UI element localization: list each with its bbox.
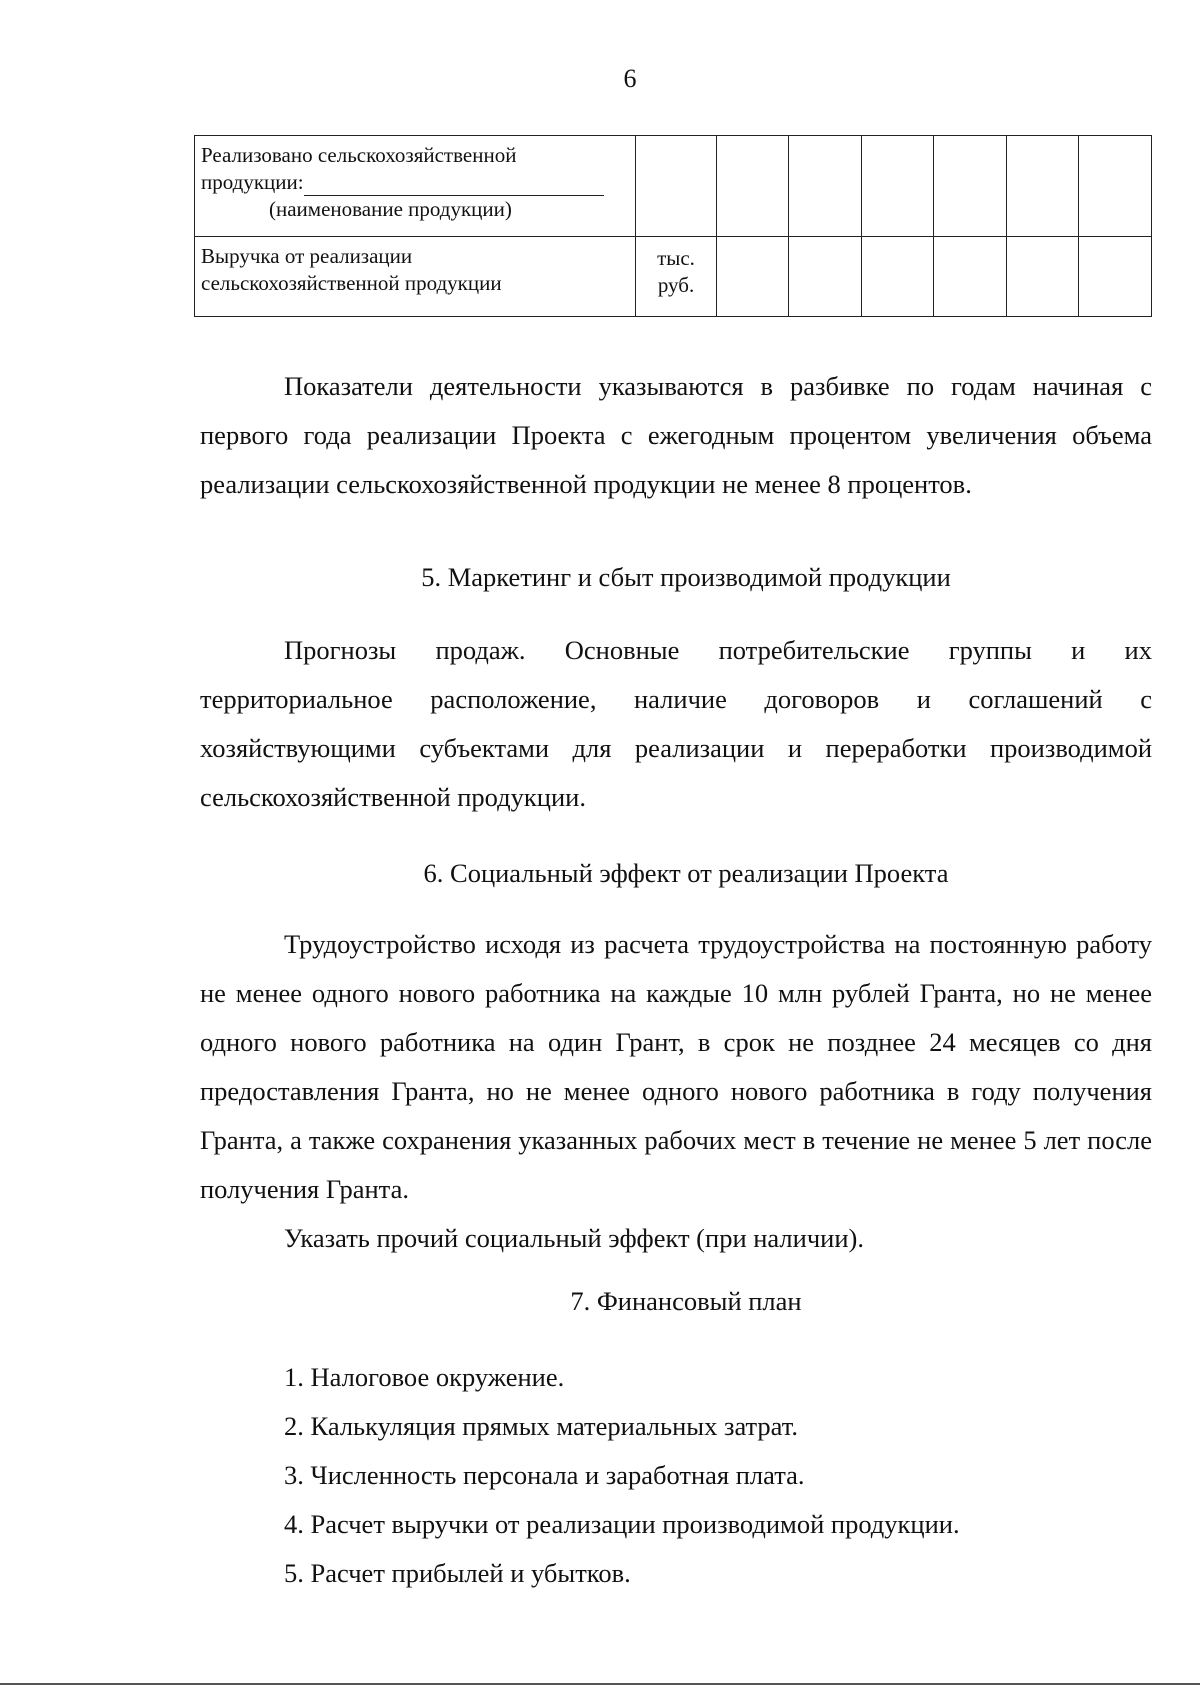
section-7-heading: 7. Финансовый план [570,1286,802,1316]
table-cell-unit [636,136,716,237]
paragraph-text: Трудоустройство исходя из расчета трудоустройства на постоянную работу не менее одного нового работника на каждые 10 млн рублей Гранта, но не менее одного нового работника на один Грант, в срок не позднее 24 месяцев со дня предоставления Гранта, но не менее одного нового работника в году получения Гранта, а также сохранения указанных рабочих мест в течение не менее 5 лет после получения Гранта. [200,929,1152,1204]
row1-name-caption: (наименование продукции) [269,197,512,221]
row2-unit-line1: тыс. [657,246,695,270]
fill-line [304,173,604,196]
row2-name-line2: сельскохозяйственной продукции [201,271,502,295]
table-cell-value [1079,237,1152,317]
table-cell-value [861,136,934,237]
paragraph-text: Прогнозы продаж. Основные потребительские группы и их территориальное расположение, наличие договоров и соглашений с хозяйствующими субъектами для реализации и переработки производимой сельскохозяйственной продукции. [200,635,1152,812]
list-item: 4. Расчет выручки от реализации производимой продукции. [284,1509,960,1539]
table-cell-name [195,237,636,317]
table-cell-name [195,136,636,237]
list-item: 1. Налоговое окружение. [284,1362,565,1392]
indicators-table [194,135,1152,317]
section-6-heading: 6. Социальный эффект от реализации Проекта [423,858,949,888]
section-5-heading: 5. Маркетинг и сбыт производимой продукции [421,562,951,592]
page-number: 6 [623,64,637,93]
table-cell-value [1079,136,1152,237]
row1-name-line1: Реализовано сельскохозяйственной [201,143,517,167]
row2-unit-line2: руб. [657,273,695,297]
row2-name-line1: Выручка от реализации [201,244,413,268]
list-item: 5. Расчет прибылей и убытков. [284,1558,631,1588]
table-cell-value [716,237,789,317]
table-cell-value [716,136,789,237]
table-cell-unit [636,237,716,317]
table-cell-value [789,136,862,237]
table-cell-value [934,136,1007,237]
list-item: 3. Численность персонала и заработная плата. [284,1460,805,1490]
table-cell-value [1006,237,1079,317]
paragraph-text: Показатели деятельности указываются в разбивке по годам начиная с первого года реализации Проекта с ежегодным процентом увеличения объема реализации сельскохозяйственной продукции не менее 8 процентов. [200,371,1152,499]
row1-name-line2: продукции: [201,170,304,194]
table-row [195,237,1152,317]
indicators-paragraph [200,362,1152,509]
section-6-body [200,920,1152,1263]
paragraph-text: Указать прочий социальный эффект (при наличии). [284,1223,864,1253]
table-cell-value [861,237,934,317]
table-cell-value [789,237,862,317]
section-5-body [200,626,1152,822]
table-row [195,136,1152,237]
list-item: 2. Калькуляция прямых материальных затрат. [284,1411,798,1441]
table-cell-value [1006,136,1079,237]
page-bottom-edge [0,1683,1200,1685]
table-cell-value [934,237,1007,317]
